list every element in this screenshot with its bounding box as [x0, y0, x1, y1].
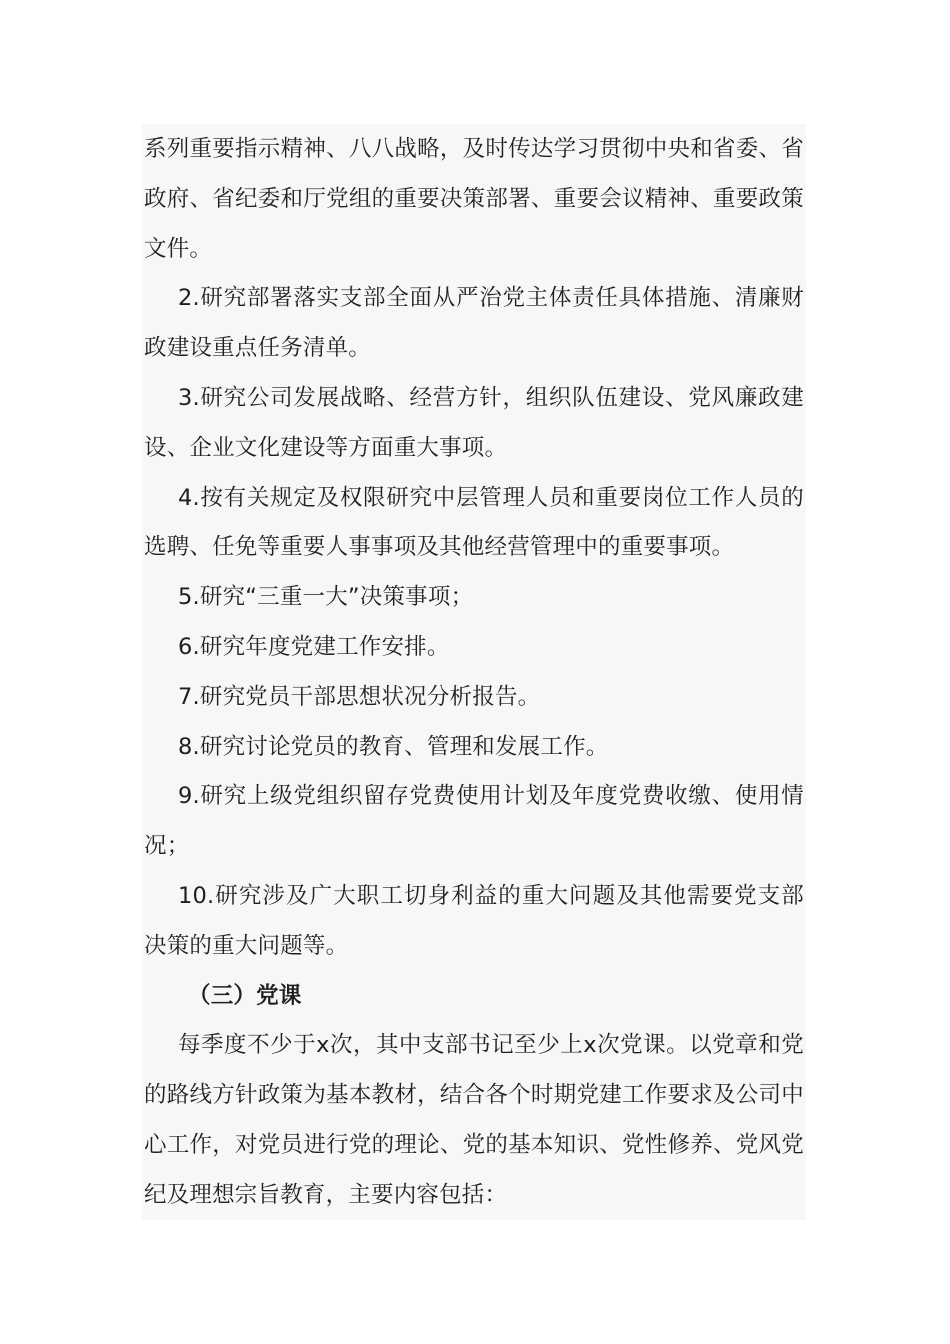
list-item-5: 5.研究“三重一大”决策事项； [178, 584, 474, 611]
list-item-4: 4.按有关规定及权限研究中层管理人员和重要岗位工作人员的选聘、任免等重要人事事项及其他经营管理中的重要事项。 [144, 484, 804, 561]
list-item-9: 9.研究上级党组织留存党费使用计划及年度党费收缴、使用情况； [144, 783, 804, 860]
list-item-6: 6.研究年度党建工作安排。 [178, 633, 450, 660]
list-item-10: 10.研究涉及广大职工切身利益的重大问题及其他需要党支部决策的重大问题等。 [144, 882, 804, 959]
list-item-2: 2.研究部署落实支部全面从严治党主体责任具体措施、清廉财政建设重点任务清单。 [144, 285, 804, 362]
list-item-7: 7.研究党员干部思想状况分析报告。 [178, 683, 541, 710]
section-heading: （三）党课 [188, 982, 302, 1009]
list-item-8: 8.研究讨论党员的教育、管理和发展工作。 [178, 733, 609, 760]
list-item-3: 3.研究公司发展战略、经营方针，组织队伍建设、党风廉政建设、企业文化建设等方面重大事项。 [144, 384, 804, 461]
closing-paragraph: 每季度不少于x次，其中支部书记至少上x次党课。以党章和党的路线方针政策为基本教材，结合各个时期党建工作要求及公司中心工作，对党员进行党的理论、党的基本知识、党性修养、党风党纪及理想宗旨教育，主要内容包括： [144, 1032, 804, 1208]
paragraph-continuation: 系列重要指示精神、八八战略，及时传达学习贯彻中央和省委、省政府、省纪委和厅党组的重要决策部署、重要会议精神、重要政策文件。 [144, 136, 804, 262]
document-body [144, 125, 804, 1221]
